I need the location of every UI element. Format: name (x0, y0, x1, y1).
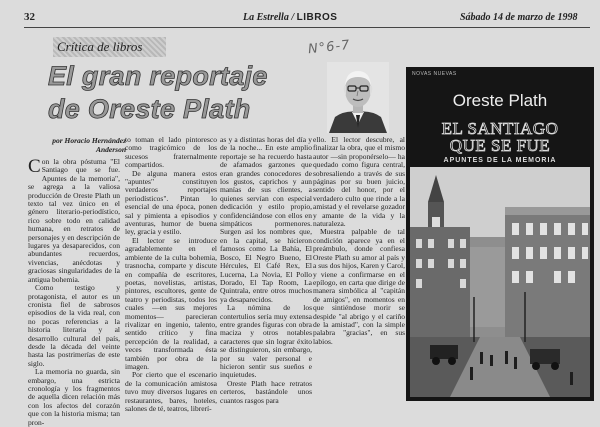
paragraph: ello. El lector descubre, al finalizar la obra, que el mismo autor —sin proponérselo— ha quedado como figura central, sobresaliendo a través de sus páginas por su buen juicio, sentido del honor, por el verdadero culto que rinde a la amistad y el revelarse gozador y amante de la vida y la naturaleza. (313, 135, 405, 229)
paragraph-text: on la obra póstuma "El Santiago que se fue. Apuntes de la memoria", se agrega a la valiosa producción de Oreste Plath un texto tal vez único en el género literario-periodístico, rico sobre todo en calidad humana, en retratos de personajes y en descripción de lugares ya desaparecidos, con abundantes recuerdos, vivencias, anécdotas y graciosas singularidades de la antigua bohemia. (28, 157, 120, 284)
handwritten-note: N°6-7 (307, 37, 352, 58)
cover-author: Oreste Plath (452, 91, 548, 110)
book-cover (406, 67, 594, 401)
article-column-3 (220, 136, 312, 416)
author-portrait-photo (327, 62, 389, 133)
portrait-illustration (327, 62, 389, 133)
paragraph: to toman el lado pintoresco como tragicómico de los sucesos fraternalmente compartidos. (125, 135, 217, 170)
paragraph: El lector se introduce agradablemente en el ambiente de la culta bohemia, trasnocha, comparte y discute en compañía de escritores, poetas, novelistas, artistas, pintores, escultores, gente de teatro y periodistas, todos los cuales —en sus mejores momentos— parecieran rivalizar en ingenio, talento, sentido crítico y fina percepción de la realidad, a veces transformada ésta también por obra de la imagen. (125, 235, 217, 371)
paragraph: De alguna manera estos "apuntes" constituyen verdaderos reportajes periodísticos". Pintan lo esencial de una época, ponen sal y pimienta a episodios y aventuras, humor de buena ley, gracia y estilo. (125, 168, 217, 237)
paragraph: Por cierto que el escenario de la comunicación amistosa tuvo muy diversos lugares en restaurantes, bares, hoteles, salones de té, teatros, librerí- (125, 370, 217, 413)
paragraph: La nómina de los contertulios sería muy extensa entre grandes figuras con obra maciza y otros notables caracteres que sin lograr éxito se distinguieron, sin embargo, por su valer personal e hicieron sentir sus sueños e inquietudes. (220, 303, 312, 380)
cover-subtitle: APUNTES DE LA MEMORIA (443, 157, 557, 164)
article-column-4 (313, 136, 405, 416)
issue-date: Sábado 14 de marzo de 1998 (460, 12, 578, 23)
cover-street-illustration (410, 167, 590, 397)
article-column-1 (28, 156, 120, 427)
byline-line-1: por Horacio Hernández (52, 136, 126, 145)
paragraph: Como testigo y protagonista, el autor es un cronista fiel de sabrosos episodios de la vida real, con no pocas referencias a la historia literaria y al desarrollo cultural del país, desde la década del veinte hasta las postrimerías de este siglo. (28, 283, 120, 368)
cover-title (406, 120, 594, 154)
newspaper-name: La Estrella / LIBROS (243, 12, 338, 23)
page-number: 32 (24, 11, 35, 23)
paragraph: Oreste Plath hace retratos certeros, bastándole unos cuantos rasgos para (220, 378, 312, 405)
cover-series-label: NOVAS NUEVAS (412, 71, 457, 77)
section-tag: Crítica de libros (53, 37, 166, 57)
cover-title-line-2: QUE SE FUE (449, 136, 551, 155)
cover-title-line-1: EL SANTIAGO (441, 119, 559, 138)
headline-line-1: El gran reportaje (48, 61, 268, 91)
paragraph (28, 158, 120, 284)
byline-line-2: Anderson (95, 145, 126, 154)
paper-title: La Estrella (243, 12, 289, 23)
header-rule (24, 27, 590, 28)
paragraph: as y a distintas horas del día y de la noche... En este amplio reportaje se ha recuerdo hasta de afamados garzones que eran grandes conocedores de los gustos, caprichos y aun manías de sus clientes, a quienes servían con especial dedicación y estilo propio, confidenciándose con ellos en simpáticos pormenores. Surgen así los nombres que, en la capital, se hicieron famosos como La Bahía, El Bosco, El Negro Bueno, El Hércules, El Café Rex, El Lucerna, La Novia, El Pollo Dorado, El Tap Room, La Quintrala, entre otros muchos ya desaparecidos. (220, 135, 312, 304)
drop-cap: C (28, 156, 41, 177)
byline (28, 136, 126, 154)
headline-line-2: de Oreste Plath (48, 94, 251, 124)
article-column-2 (125, 136, 217, 416)
paragraph: Muestra palpable de tal condición aparece ya en el preámbulo, donde confiesa Oreste Plath su amor al país y a sus dos hijos, Karen y Carol, y viene a confirmarse en el epílogo, en carta que dirige de manera simbólica al "capitán de amigos", en momentos en que sintiéndose morir se despide "al abrigo y el cariño de la amistad", con la simple palabra "gracias", en sus labios. (313, 227, 405, 346)
section-name: LIBROS (296, 12, 338, 23)
paragraph: La memoria no guarda, sin embargo, una estricta cronología y los fragmentos de aquella dicen relación más con los afectos del corazón que con la historia misma; tan pron- (28, 367, 120, 427)
headline (48, 60, 298, 126)
